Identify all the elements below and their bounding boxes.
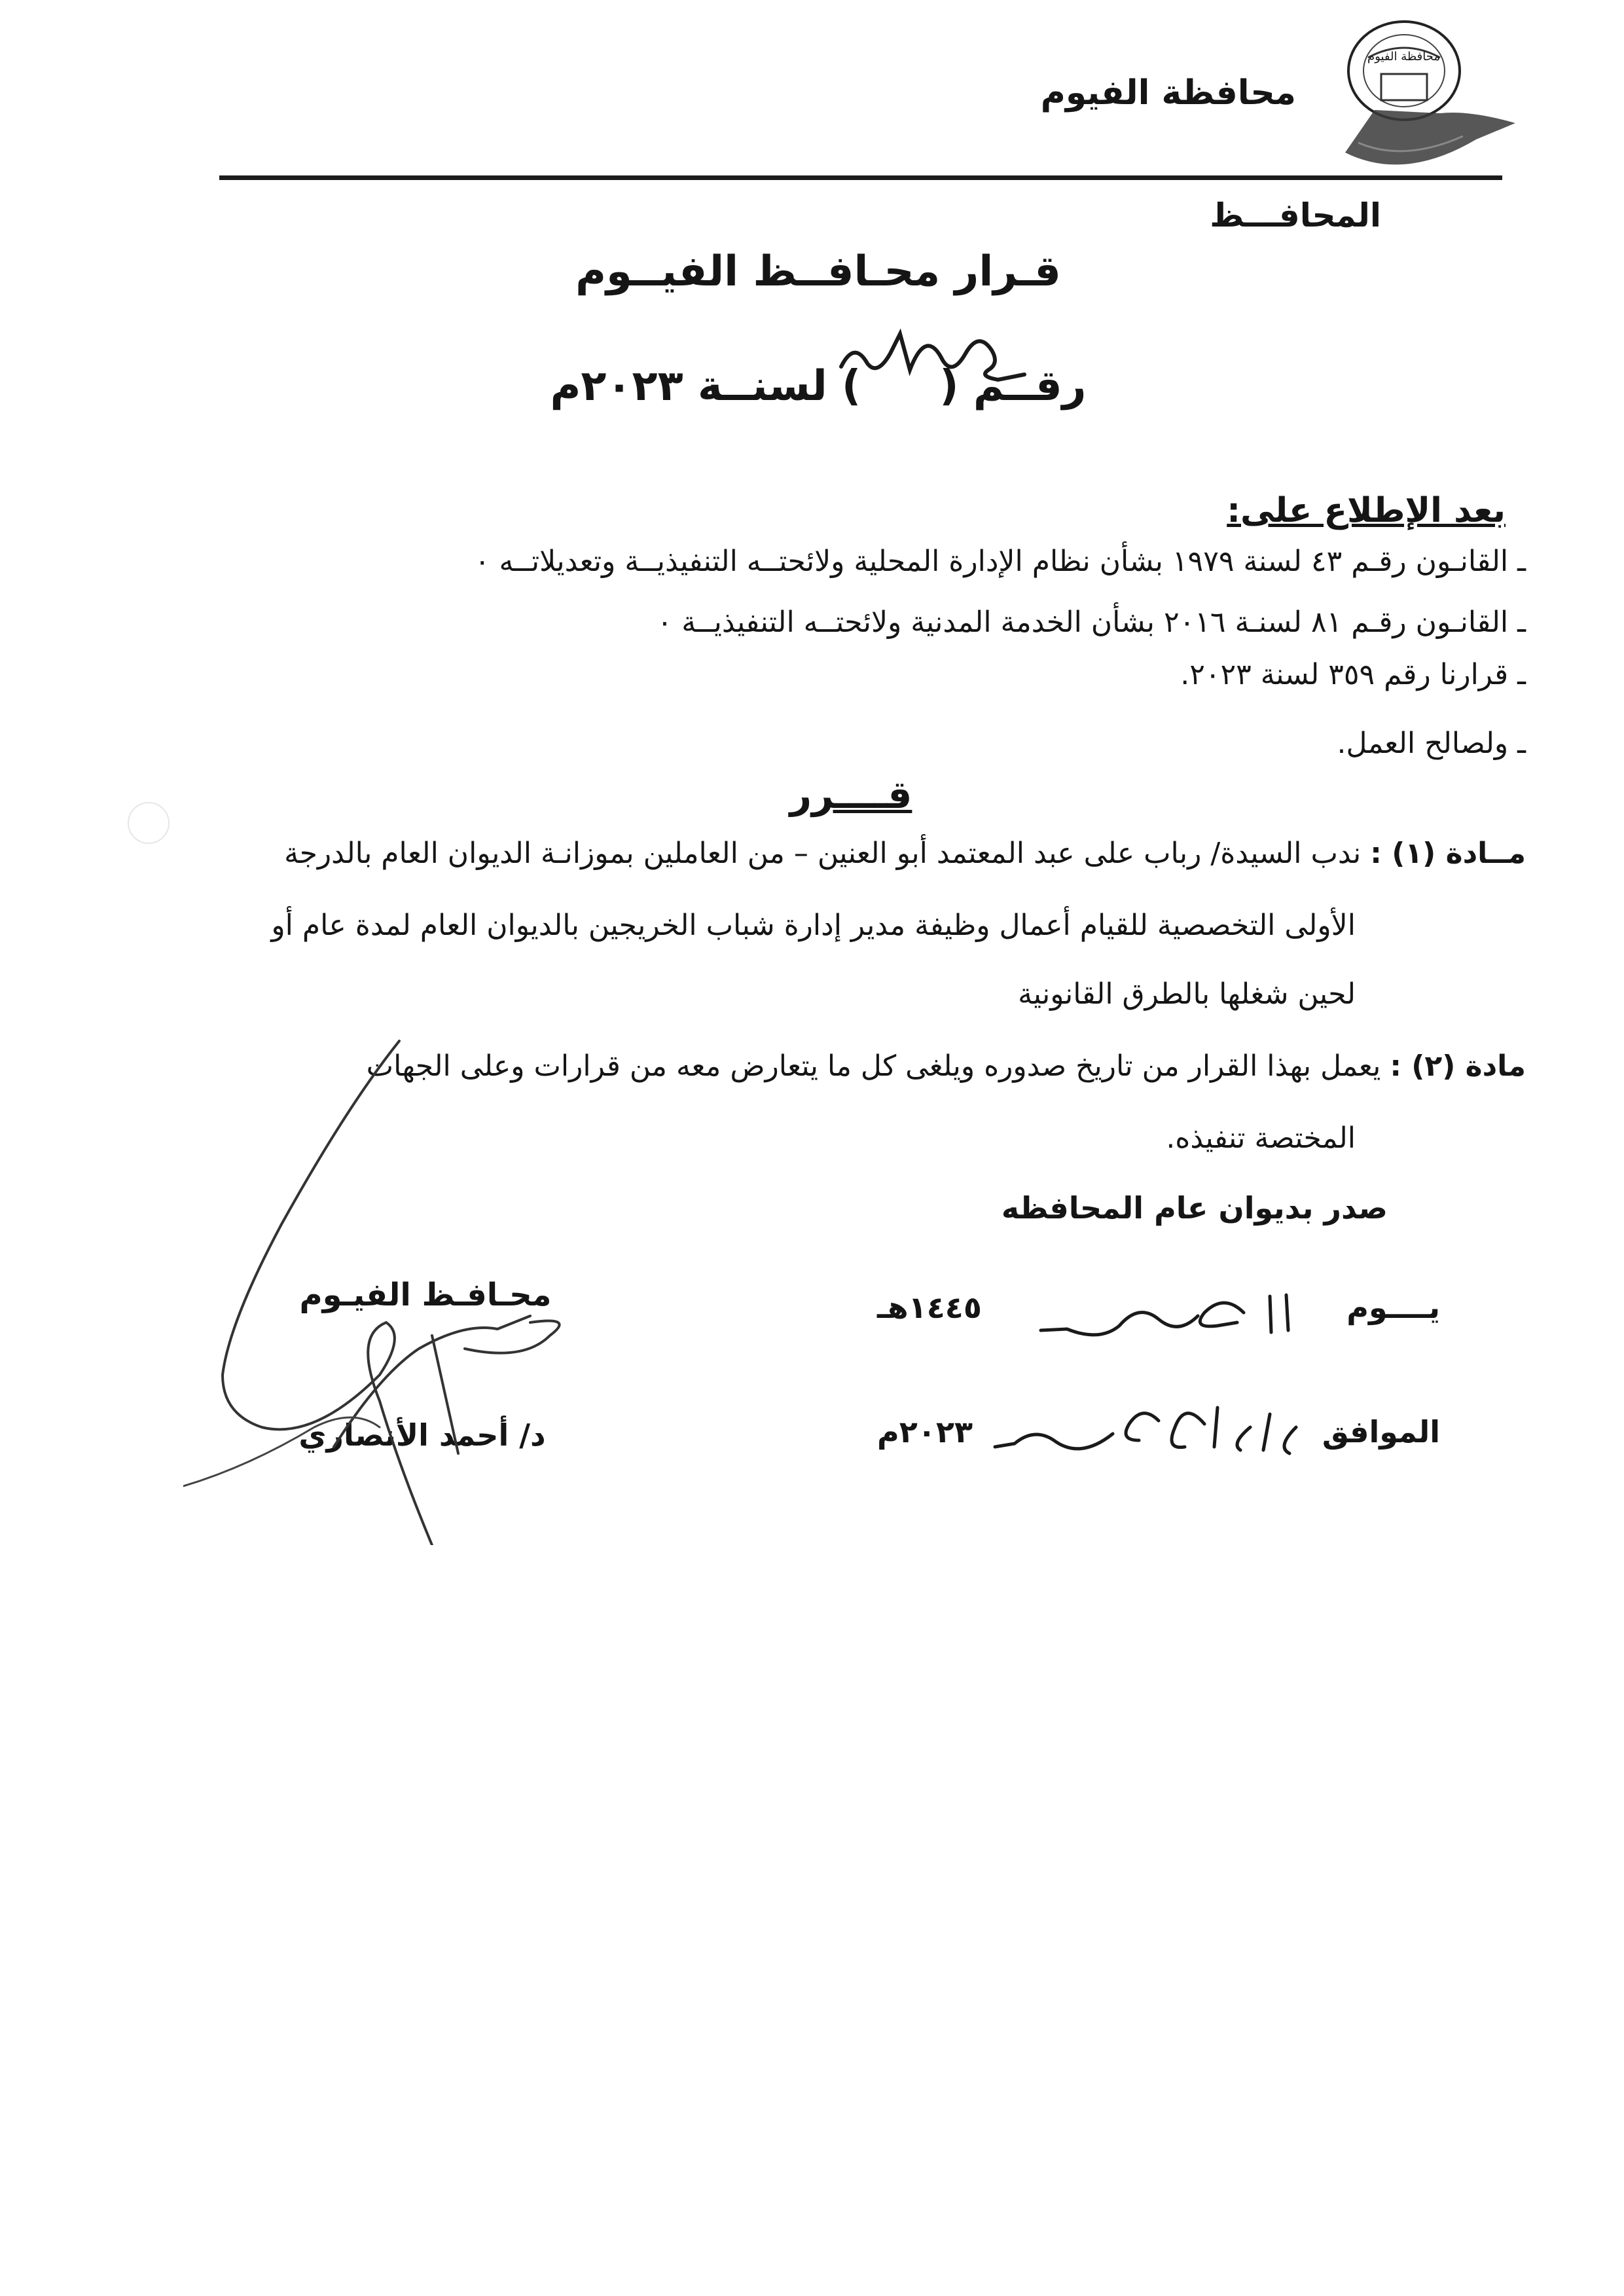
office-label: المحافـــظ: [1210, 196, 1381, 234]
article-2-text: يعمل بهذا القرار من تاريخ صدوره ويلغى كل ما يتعارض معه من قرارات وعلى الجهات: [366, 1049, 1381, 1083]
gregorian-year: ٢٠٢٣م: [877, 1414, 973, 1449]
article-1-line: الأولى التخصصية للقيام أعمال وظيفة مدير إدارة شباب الخريجين بالديوان العام لمدة عام أو: [271, 909, 1356, 942]
handwritten-decision-number: [828, 314, 1038, 386]
gregorian-date-line: [877, 1388, 1440, 1467]
article-1-text: ندب السيدة/ رباب على عبد المعتمد أبو العنين – من العاملين بموزانـة الديوان العام بالدرجة: [284, 837, 1362, 870]
signatory-name: د/ أحمد الأنصاري: [298, 1417, 546, 1453]
article-1-line: لحين شغلها بالطرق القانونية: [1018, 977, 1356, 1011]
preamble-item: ـ ولصالح العمل.: [1337, 727, 1526, 760]
seal-text: محافظة الفيوم: [1367, 50, 1440, 64]
signature-graphic: [183, 1008, 602, 1545]
decision-number-line: [497, 357, 1139, 429]
article-1-line: [112, 835, 1526, 872]
preamble-item: ـ القانـون رقـم ٤٣ لسنة ١٩٧٩ بشأن نظام الإدارة المحلية ولائحتــه التنفيذيــة وتعديلاتــه ٠: [474, 545, 1526, 578]
handwritten-number-graphic: [828, 314, 1038, 386]
hijri-year: ١٤٤٥هـ: [877, 1290, 982, 1325]
governorate-seal: [1306, 12, 1522, 182]
preamble-item: ـ القانـون رقـم ٨١ لسنـة ٢٠١٦ بشأن الخدمة المدنية ولائحتــه التنفيذيــة ٠: [657, 606, 1526, 639]
seal-graphic: [1306, 12, 1522, 182]
governorate-name: محافظة الفيوم: [1040, 73, 1296, 113]
issued-at: صدر بديوان عام المحافظه: [1001, 1190, 1388, 1226]
article-2-line: المختصة تنفيذه.: [1166, 1121, 1356, 1155]
decision-title: قـرار محـافــظ الفيــوم: [575, 247, 1061, 296]
handwritten-signature: [183, 1008, 602, 1545]
preamble-heading: بعد الإطلاع على:: [1227, 491, 1506, 530]
day-label: يــــوم: [1346, 1290, 1440, 1325]
article-1-lead: مــادة (١) :: [1370, 837, 1526, 870]
preamble-item: ـ قرارنا رقم ٣٥٩ لسنة ٢٠٢٣.: [1180, 658, 1526, 691]
handwritten-gregorian-date: [988, 1388, 1309, 1467]
decides-heading: قــــرر: [789, 773, 912, 817]
signatory-title: محـافـظ الفيـوم: [299, 1277, 552, 1313]
handwritten-hijri-day: [1028, 1277, 1303, 1349]
match-label: الموافق: [1322, 1414, 1440, 1449]
number-suffix: ) لسنــة ٢٠٢٣م: [550, 362, 861, 410]
hijri-date-line: [877, 1277, 1440, 1355]
article-2-lead: مادة (٢) :: [1390, 1049, 1526, 1083]
header-divider: [219, 175, 1502, 180]
decision-number-text: [497, 362, 1139, 410]
number-prefix: رقــم (: [939, 362, 1087, 410]
